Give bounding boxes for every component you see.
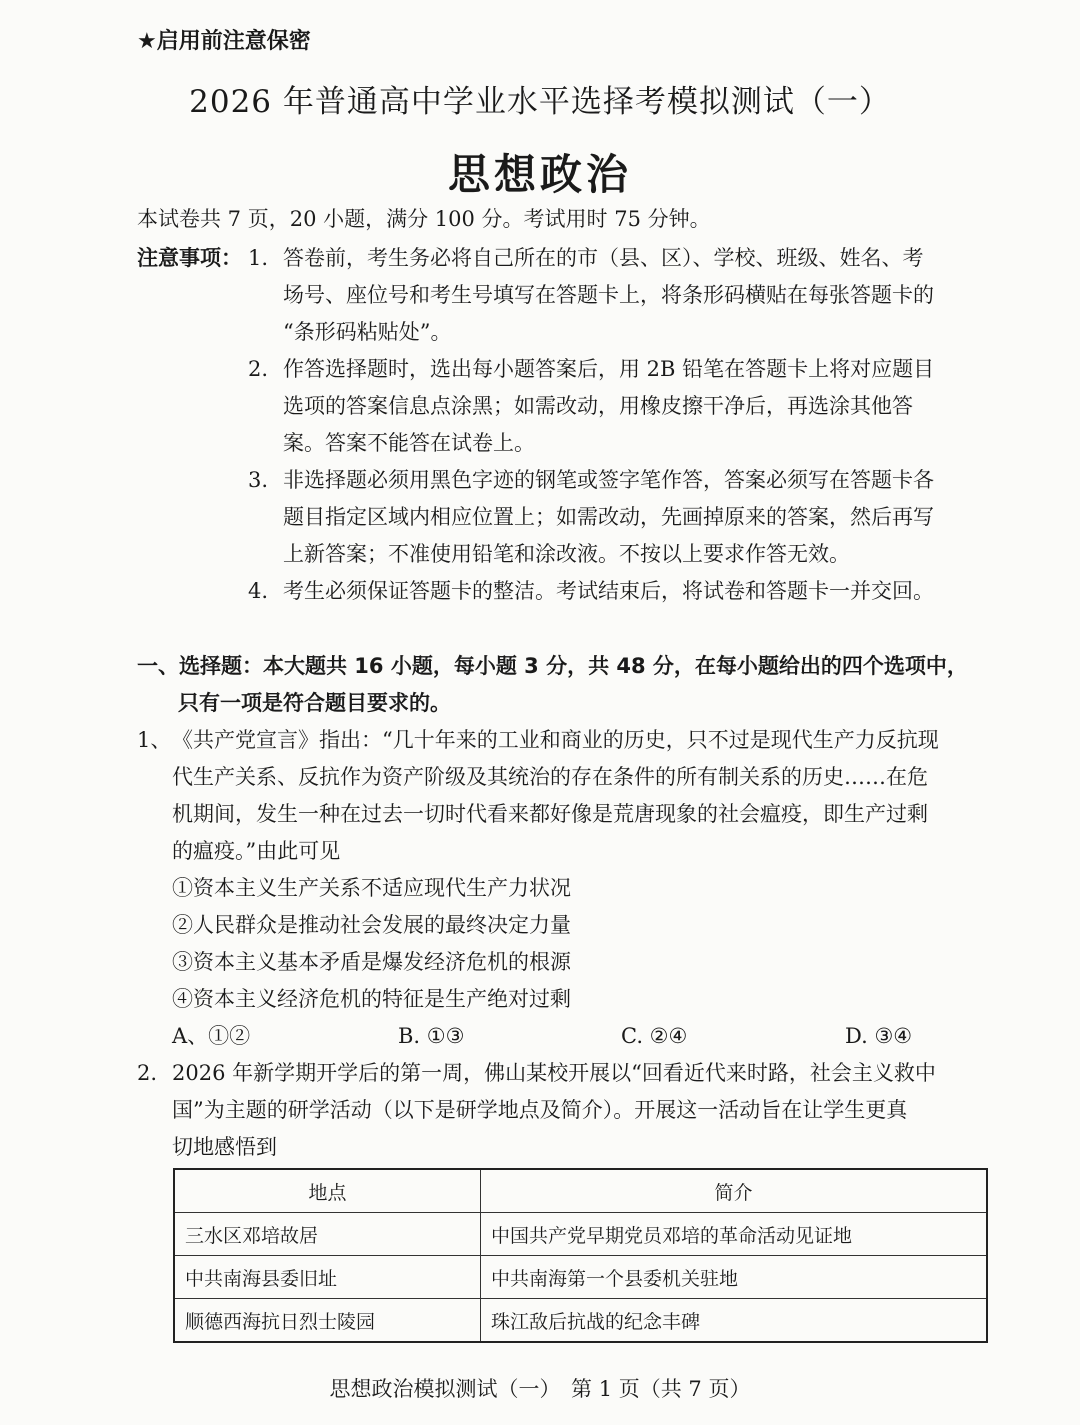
note-4-line: 考生必须保证答题卡的整洁。考试结束后，将试卷和答题卡一并交回。: [283, 579, 934, 603]
note-4-num: 4.: [248, 579, 269, 603]
question-1-stem: 的瘟疫。”由此可见: [172, 839, 341, 863]
table-cell: 三水区邓培故居: [174, 1213, 481, 1256]
option-c: C. ②④: [621, 1024, 688, 1048]
note-1-line: 答卷前，考生务必将自己所在的市（县、区）、学校、班级、姓名、考: [283, 246, 924, 270]
statement-1: ①资本主义生产关系不适应现代生产力状况: [172, 876, 571, 900]
note-3-num: 3.: [248, 468, 269, 492]
option-a: A、①②: [172, 1024, 251, 1048]
table-cell: 顺德西海抗日烈士陵园: [174, 1299, 481, 1343]
question-2-stem: 切地感悟到: [172, 1135, 277, 1159]
confidential-notice: ★启用前注意保密: [137, 29, 311, 54]
question-1-stem: 代生产关系、反抗作为资产阶级及其统治的存在条件的所有制关系的历史……在危: [172, 765, 928, 789]
table-cell: 中国共产党早期党员邓培的革命活动见证地: [481, 1213, 988, 1256]
table-cell: 中共南海县委旧址: [174, 1256, 481, 1299]
statement-2: ②人民群众是推动社会发展的最终决定力量: [172, 913, 571, 937]
question-1-num: 1、: [137, 728, 172, 752]
note-3-line: 上新答案；不准使用铅笔和涂改液。不按以上要求作答无效。: [283, 542, 850, 566]
table-header: 简介: [481, 1169, 988, 1213]
note-2-num: 2.: [248, 357, 269, 381]
note-2-line: 作答选择题时，选出每小题答案后，用 2B 铅笔在答题卡上将对应题目: [283, 357, 935, 381]
question-2-stem: 国”为主题的研学活动（以下是研学地点及简介）。开展这一活动旨在让学生更真: [172, 1098, 908, 1122]
table-header: 地点: [174, 1169, 481, 1213]
table-header-row: [174, 1169, 987, 1213]
table-row: [174, 1299, 987, 1343]
question-1-stem: 机期间，发生一种在过去一切时代看来都好像是荒唐现象的社会瘟疫，即生产过剩: [172, 802, 928, 826]
statement-4: ④资本主义经济危机的特征是生产绝对过剩: [172, 987, 571, 1011]
table-cell: 珠江敌后抗战的纪念丰碑: [481, 1299, 988, 1343]
section-heading-cont: 只有一项是符合题目要求的。: [178, 691, 451, 715]
note-1-line: 场号、座位号和考生号填写在答题卡上，将条形码横贴在每张答题卡的: [283, 283, 934, 307]
note-1-line: “条形码粘贴处”。: [283, 320, 452, 344]
option-b: B. ①③: [398, 1024, 465, 1048]
exam-title: 2026 年普通高中学业水平选择考模拟测试（一）: [189, 84, 891, 120]
note-1-num: 1.: [248, 246, 269, 270]
exam-intro: 本试卷共 7 页，20 小题，满分 100 分。考试用时 75 分钟。: [137, 207, 711, 231]
note-2-line: 案。答案不能答在试卷上。: [283, 431, 535, 455]
subject-title: 思想政治: [447, 150, 632, 199]
table-cell: 中共南海第一个县委机关驻地: [481, 1256, 988, 1299]
question-1-stem: 《共产党宣言》指出：“几十年来的工业和商业的历史，只不过是现代生产力反抗现: [172, 728, 939, 752]
question-2-stem: 2026 年新学期开学后的第一周，佛山某校开展以“回看近代来时路，社会主义救中: [172, 1061, 936, 1085]
page-footer: 思想政治模拟测试（一） 第 1 页（共 7 页）: [329, 1377, 751, 1401]
question-2-num: 2.: [137, 1061, 158, 1085]
note-3-line: 非选择题必须用黑色字迹的钢笔或签字笔作答，答案必须写在答题卡各: [283, 468, 934, 492]
notes-label: 注意事项：: [137, 246, 242, 270]
note-2-line: 选项的答案信息点涂黑；如需改动，用橡皮擦干净后，再选涂其他答: [283, 394, 913, 418]
table-row: [174, 1256, 987, 1299]
statement-3: ③资本主义基本矛盾是爆发经济危机的根源: [172, 950, 571, 974]
option-d: D. ③④: [845, 1024, 913, 1048]
note-3-line: 题目指定区域内相应位置上；如需改动，先画掉原来的答案，然后再写: [283, 505, 934, 529]
study-sites-table: [173, 1168, 988, 1343]
table-row: [174, 1213, 987, 1256]
section-heading: 一、选择题：本大题共 16 小题，每小题 3 分，共 48 分，在每小题给出的四个选项中，: [137, 654, 968, 678]
